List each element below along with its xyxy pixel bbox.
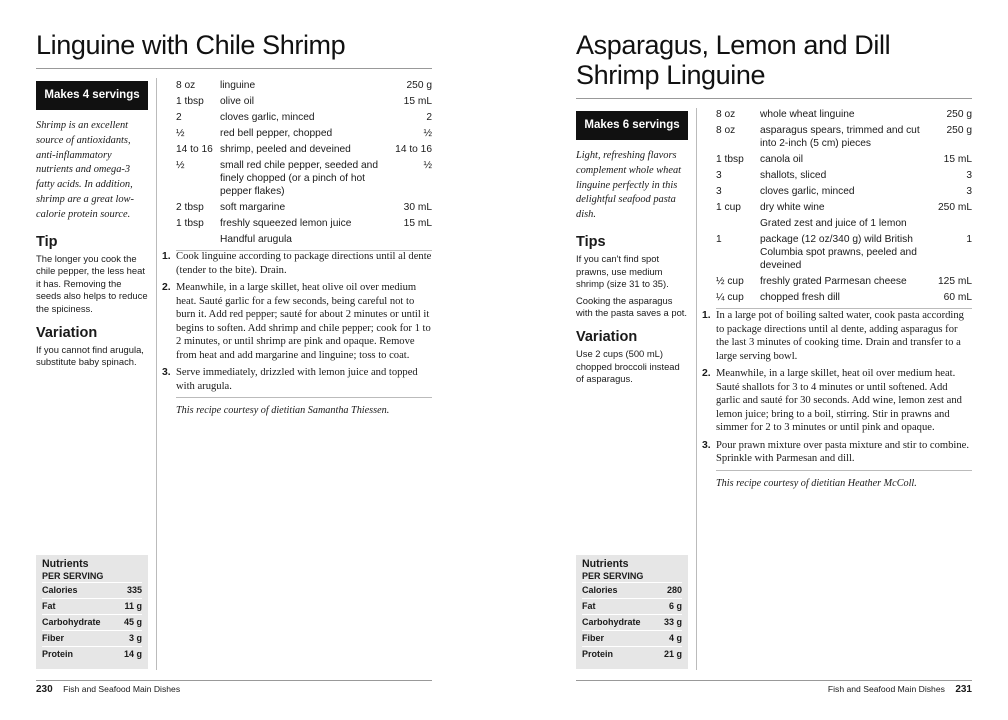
step <box>702 439 972 466</box>
ingredient-name: canola oil <box>760 153 804 165</box>
tip-text: If you can't find spot prawns, use medium shrimp (size 31 to 35). <box>576 252 669 290</box>
nutrient-value: 4 g <box>668 633 682 643</box>
sidebar <box>36 81 148 369</box>
ingredient-name: small red chile pepper, seeded and finely chopped (or a pinch of hot pepper flakes) <box>220 159 379 197</box>
ingredient-name: Grated zest and juice of 1 lemon <box>760 217 907 229</box>
nutrient-value: 14 g <box>123 649 142 659</box>
ingredient-row <box>716 215 972 231</box>
servings-badge: Makes 4 servings <box>36 81 148 110</box>
ingredient-row <box>176 109 432 125</box>
step-text: Pour prawn mixture over pasta mixture and stir to combine. Sprinkle with Parmesan and dill. <box>716 439 970 464</box>
title-line: Asparagus, Lemon and Dill <box>576 30 891 60</box>
ingredient-row <box>176 215 432 231</box>
ingredient-qty: 1 tbsp <box>176 217 204 229</box>
section-name: Fish and Seafood Main Dishes <box>63 684 181 694</box>
left-page <box>36 0 432 720</box>
nutrient-row <box>582 582 682 598</box>
ingredient-metric: ½ <box>423 159 432 171</box>
column-divider <box>696 108 697 670</box>
ingredient-row <box>716 199 972 215</box>
ingredient-name: red bell pepper, chopped <box>220 127 333 139</box>
ingredient-qty: 8 oz <box>716 108 736 120</box>
nutrient-label: Fat <box>582 601 596 611</box>
ingredient-name: chopped fresh dill <box>760 291 840 303</box>
ingredient-name: linguine <box>220 79 256 91</box>
page-number: 230 <box>36 684 53 695</box>
ingredient-row <box>176 125 432 141</box>
ingredient-metric: 15 mL <box>403 217 432 229</box>
ingredient-row <box>716 167 972 183</box>
ingredient-name: cloves garlic, minced <box>760 185 855 197</box>
nutrient-label: Calories <box>582 585 618 595</box>
ingredient-row <box>176 93 432 109</box>
ingredient-row <box>716 231 972 273</box>
nutrient-label: Carbohydrate <box>582 617 641 627</box>
step-number: 2. <box>162 282 171 293</box>
ingredient-name: shrimp, peeled and deveined <box>220 143 351 155</box>
nutrients-title: Nutrients <box>582 558 629 570</box>
nutrient-value: 45 g <box>123 617 142 627</box>
ingredient-metric: 30 mL <box>403 201 432 213</box>
ingredient-name: freshly grated Parmesan cheese <box>760 275 907 287</box>
ingredient-qty: 14 to 16 <box>176 143 213 155</box>
ingredient-qty <box>716 217 760 230</box>
ingredient-qty: 8 oz <box>176 79 196 91</box>
nutrient-row <box>582 598 682 614</box>
variation-heading: Variation <box>576 328 638 345</box>
page-footer <box>828 684 972 695</box>
title-rule <box>576 98 972 99</box>
ingredient-name: whole wheat linguine <box>760 108 855 120</box>
right-page <box>576 0 972 720</box>
footer-rule <box>36 680 432 681</box>
ingredient-row <box>716 289 972 305</box>
ingredient-row <box>716 151 972 167</box>
nutrients-box <box>576 555 688 669</box>
page-number: 231 <box>955 684 972 695</box>
recipe-title <box>36 30 432 60</box>
ingredient-metric: 2 <box>426 111 432 123</box>
nutrients-subtitle: PER SERVING <box>582 571 644 581</box>
nutrient-row <box>42 646 142 662</box>
recipe-title <box>576 30 972 90</box>
intro-text: Light, refreshing flavors complement whole wheat linguine perfectly in this delightful seafood pasta dish. <box>576 150 682 221</box>
nutrient-value: 11 g <box>124 601 142 611</box>
ingredient-metric: 14 to 16 <box>395 143 432 155</box>
ingredient-qty: ½ cup <box>716 275 744 287</box>
nutrient-label: Protein <box>582 649 614 659</box>
step-text: Meanwhile, in a large skillet, heat oil over medium heat. Sauté shallots for 3 to 4 minutes or until softened. Add garlic and sauté for 30 seconds. Add wine, lemon zest and lemon juice; bring to a boil, stirring. Stir in prawns and simmer for 2 to 3 minutes or until pink and opaque. <box>716 368 962 433</box>
nutrient-value: 280 <box>666 585 682 595</box>
ingredient-metric: 250 g <box>946 124 972 136</box>
step <box>702 309 972 363</box>
title-line: Linguine with Chile Shrimp <box>36 30 346 60</box>
ingredient-qty <box>176 233 220 246</box>
nutrients-box <box>36 555 148 669</box>
column-divider <box>156 78 157 670</box>
ingredient-qty: ½ <box>176 159 185 171</box>
ingredient-qty: 1 cup <box>716 201 741 213</box>
ingredient-qty: 1 tbsp <box>176 95 204 107</box>
tip-text: The longer you cook the chile pepper, the less heat it has. Removing the seeds also helps to reduce the spiciness. <box>36 252 148 314</box>
ingredient-qty: ½ <box>176 127 185 139</box>
ingredient-row <box>716 106 972 122</box>
tips-heading: Tips <box>576 233 606 250</box>
ingredient-row <box>716 273 972 289</box>
ingredient-metric: 1 <box>966 233 972 245</box>
ingredient-qty: 8 oz <box>716 124 736 136</box>
step <box>162 366 432 393</box>
ingredient-name: asparagus spears, trimmed and cut into 2-inch (5 cm) pieces <box>760 124 920 149</box>
nutrient-row <box>582 614 682 630</box>
ingredient-name: package (12 oz/340 g) wild British Columbia spot prawns, peeled and deveined <box>760 233 917 271</box>
title-line: Shrimp Linguine <box>576 60 766 90</box>
ingredient-name: olive oil <box>220 95 254 107</box>
courtesy-note: This recipe courtesy of dietitian Heather McColl. <box>716 477 917 489</box>
nutrient-row <box>42 582 142 598</box>
ingredient-metric: 250 mL <box>938 201 972 213</box>
nutrient-label: Protein <box>42 649 74 659</box>
step-number: 1. <box>702 310 711 321</box>
ingredient-qty: 3 <box>716 169 722 181</box>
ingredient-metric: 60 mL <box>943 291 972 303</box>
nutrient-label: Fat <box>42 601 56 611</box>
step <box>162 281 432 362</box>
step-number: 2. <box>702 368 711 379</box>
section-name: Fish and Seafood Main Dishes <box>827 684 945 694</box>
method-steps <box>162 250 432 418</box>
ingredient-metric: 3 <box>966 169 972 181</box>
ingredient-metric <box>924 217 972 230</box>
nutrient-label: Fiber <box>42 633 65 643</box>
ingredient-name: shallots, sliced <box>760 169 827 181</box>
ingredient-metric <box>384 233 432 246</box>
ingredients-table <box>716 106 972 309</box>
tip-text: Cooking the asparagus with the pasta saves a pot. <box>576 294 688 319</box>
nutrient-row <box>42 614 142 630</box>
ingredient-name: dry white wine <box>760 201 825 213</box>
ingredient-name: soft margarine <box>220 201 286 213</box>
ingredient-row <box>176 231 432 247</box>
page-footer <box>36 684 180 695</box>
ingredients-table <box>176 77 432 251</box>
servings-badge: Makes 6 servings <box>576 111 688 140</box>
ingredient-name: Handful arugula <box>220 233 292 245</box>
ingredient-row <box>716 183 972 199</box>
variation-heading: Variation <box>36 324 98 341</box>
ingredient-name: cloves garlic, minced <box>220 111 315 123</box>
step-text: Meanwhile, in a large skillet, heat olive oil over medium heat. Sauté garlic for a few seconds, being careful not to burn it. Add red pepper; sauté for about 2 minutes or until it begins to soften. Add shrimp and chile pepper; cook for 1 to 2 minutes, or until shrimp are pink and opaque. Remove from heat and add margarine and linguine; toss to coat. <box>176 282 431 361</box>
sidebar <box>576 111 688 386</box>
nutrient-row <box>582 646 682 662</box>
method-steps <box>702 309 972 490</box>
nutrient-label: Carbohydrate <box>42 617 101 627</box>
step <box>162 250 432 277</box>
nutrient-value: 6 g <box>668 601 682 611</box>
step <box>702 367 972 435</box>
nutrients-title: Nutrients <box>42 558 89 570</box>
step-text: Serve immediately, drizzled with lemon juice and topped with arugula. <box>176 367 418 392</box>
courtesy-note: This recipe courtesy of dietitian Samantha Thiessen. <box>176 405 390 416</box>
steps-rule <box>176 397 432 398</box>
ingredient-row <box>176 77 432 93</box>
ingredient-metric: 3 <box>966 185 972 197</box>
footer-rule <box>576 680 972 681</box>
variation-text: Use 2 cups (500 mL) chopped broccoli instead of asparagus. <box>576 347 680 385</box>
ingredient-name: freshly squeezed lemon juice <box>220 217 352 229</box>
ingredient-qty: 2 <box>176 111 182 123</box>
ingredient-metric: 250 g <box>406 79 432 91</box>
ingredient-metric: ½ <box>423 127 432 139</box>
step-number: 3. <box>162 367 171 378</box>
nutrient-value: 335 <box>126 585 142 595</box>
nutrient-label: Calories <box>42 585 78 595</box>
ingredient-metric: 15 mL <box>943 153 972 165</box>
ingredient-row <box>176 157 432 199</box>
step-text: In a large pot of boiling salted water, cook pasta according to package directions until al dente, adding asparagus for the last 3 minutes of cooking time. Drain and transfer to a large serving bowl. <box>716 310 964 362</box>
variation-text: If you cannot find arugula, substitute baby spinach. <box>36 343 144 368</box>
ingredient-metric: 15 mL <box>403 95 432 107</box>
title-rule <box>36 68 432 69</box>
nutrient-value: 21 g <box>663 649 682 659</box>
ingredient-qty: 1 <box>716 233 722 245</box>
ingredient-qty: 2 tbsp <box>176 201 204 213</box>
step-number: 1. <box>162 251 171 262</box>
ingredient-qty: ¼ cup <box>716 291 744 303</box>
nutrient-value: 33 g <box>663 617 682 627</box>
nutrient-row <box>42 598 142 614</box>
ingredient-qty: 1 tbsp <box>716 153 744 165</box>
ingredient-row <box>716 122 972 151</box>
ingredient-row <box>176 141 432 157</box>
ingredient-qty: 3 <box>716 185 722 197</box>
nutrient-label: Fiber <box>582 633 605 643</box>
nutrient-row <box>582 630 682 646</box>
intro-text: Shrimp is an excellent source of antioxidants, anti-inflammatory nutrients and omega-3 fatty acids. In addition, shrimp are a great low-calorie protein source. <box>36 120 134 220</box>
nutrient-value: 3 g <box>128 633 142 643</box>
ingredient-metric: 250 g <box>946 108 972 120</box>
tip-heading: Tip <box>36 233 58 250</box>
ingredient-row <box>176 199 432 215</box>
steps-rule <box>716 470 972 471</box>
nutrient-row <box>42 630 142 646</box>
step-number: 3. <box>702 439 711 451</box>
step-text: Cook linguine according to package directions until al dente (tender to the bite). Drain. <box>176 251 432 276</box>
nutrients-subtitle: PER SERVING <box>42 571 104 581</box>
ingredient-metric: 125 mL <box>938 275 972 287</box>
